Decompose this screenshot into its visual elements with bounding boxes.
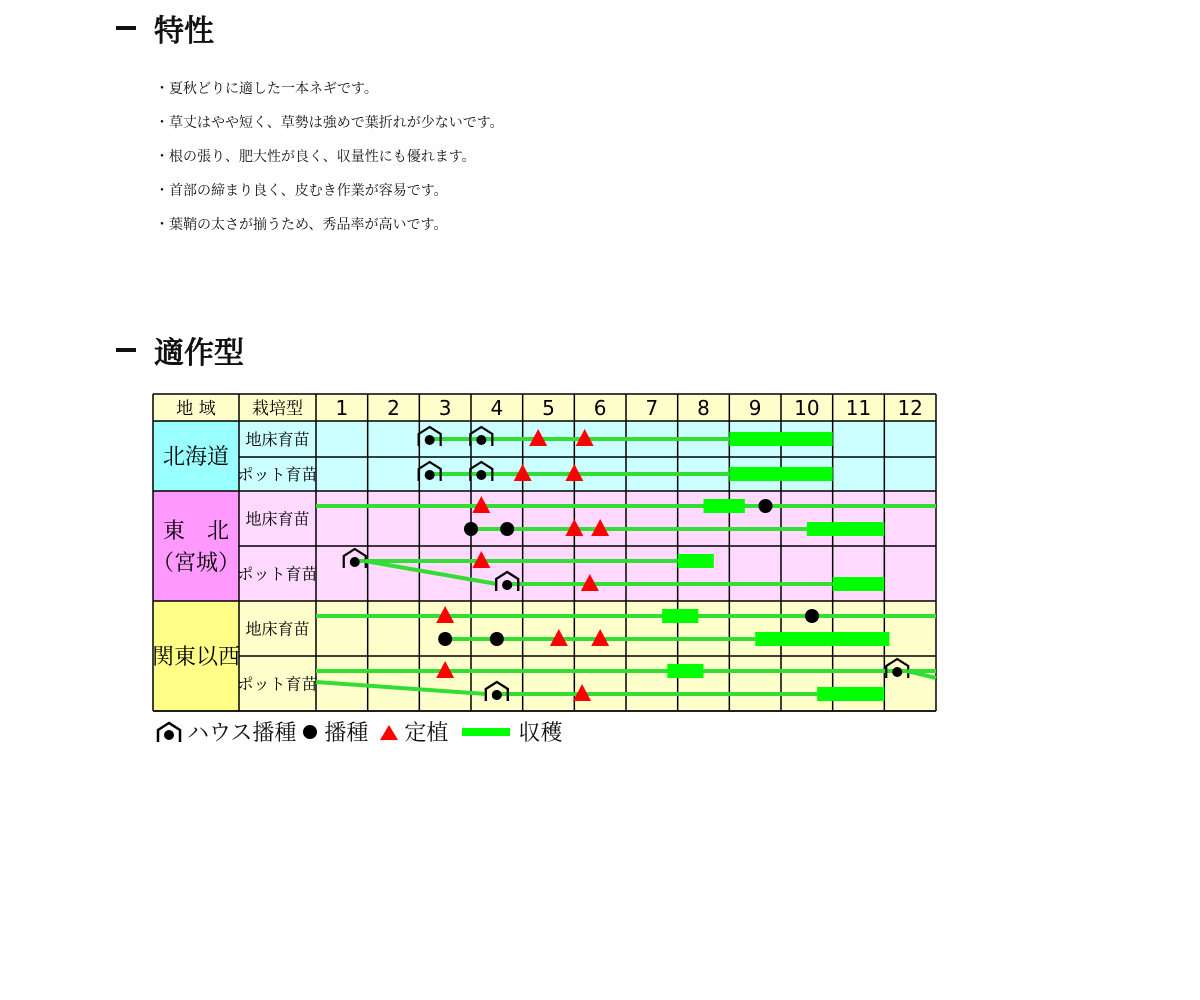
- svg-text:11: 11: [845, 396, 872, 420]
- svg-text:関東以西: 関東以西: [151, 645, 241, 670]
- svg-text:7: 7: [645, 396, 659, 420]
- legend-harvest: 収穫: [518, 721, 563, 746]
- svg-text:地 域: 地 域: [176, 399, 216, 419]
- svg-text:6: 6: [593, 396, 607, 420]
- svg-text:栽培型: 栽培型: [252, 399, 303, 419]
- planting-icon: [378, 722, 400, 742]
- legend-sowing: 播種: [324, 721, 369, 746]
- legend-house-sowing: ハウス播種: [187, 721, 297, 746]
- harvest-icon: [458, 722, 514, 742]
- house-sowing-icon: [155, 720, 183, 744]
- chart-legend: [155, 716, 562, 747]
- svg-text:地床育苗: 地床育苗: [245, 430, 310, 449]
- feature-item: ・根の張り、肥大性が良く、収量性にも優れます。: [155, 149, 476, 165]
- svg-text:3: 3: [438, 396, 452, 420]
- svg-text:5: 5: [542, 396, 555, 420]
- svg-text:地床育苗: 地床育苗: [245, 509, 310, 529]
- feature-item: ・夏秋どりに適した一本ネギです。: [155, 81, 378, 97]
- svg-text:北海道: 北海道: [162, 445, 230, 470]
- svg-text:ポット育苗: ポット育苗: [237, 564, 318, 584]
- svg-text:地床育苗: 地床育苗: [245, 619, 310, 639]
- svg-text:（宮城）: （宮城）: [151, 551, 241, 576]
- svg-text:4: 4: [490, 396, 504, 420]
- svg-text:2: 2: [387, 396, 400, 420]
- svg-text:ポット育苗: ポット育苗: [237, 674, 318, 694]
- feature-item: ・葉鞘の太さが揃うため、秀品率が高いです。: [155, 217, 448, 233]
- feature-item: ・草丈はやや短く、草勢は強めで葉折れが少ないです。: [155, 115, 504, 131]
- features-title-text: 特性: [154, 14, 214, 49]
- svg-text:1: 1: [335, 396, 349, 420]
- svg-text:9: 9: [748, 396, 762, 420]
- svg-text:8: 8: [697, 396, 710, 420]
- legend-planting: 定植: [404, 721, 449, 746]
- svg-text:12: 12: [897, 396, 923, 420]
- sowing-icon: [300, 722, 320, 742]
- feature-item: ・首部の締まり良く、皮むき作業が容易です。: [155, 183, 448, 199]
- svg-text:ポット育苗: ポット育苗: [237, 465, 318, 484]
- svg-text:10: 10: [794, 396, 820, 420]
- svg-text:東 北: 東 北: [162, 519, 230, 544]
- cropping-title-text: 適作型: [154, 336, 244, 371]
